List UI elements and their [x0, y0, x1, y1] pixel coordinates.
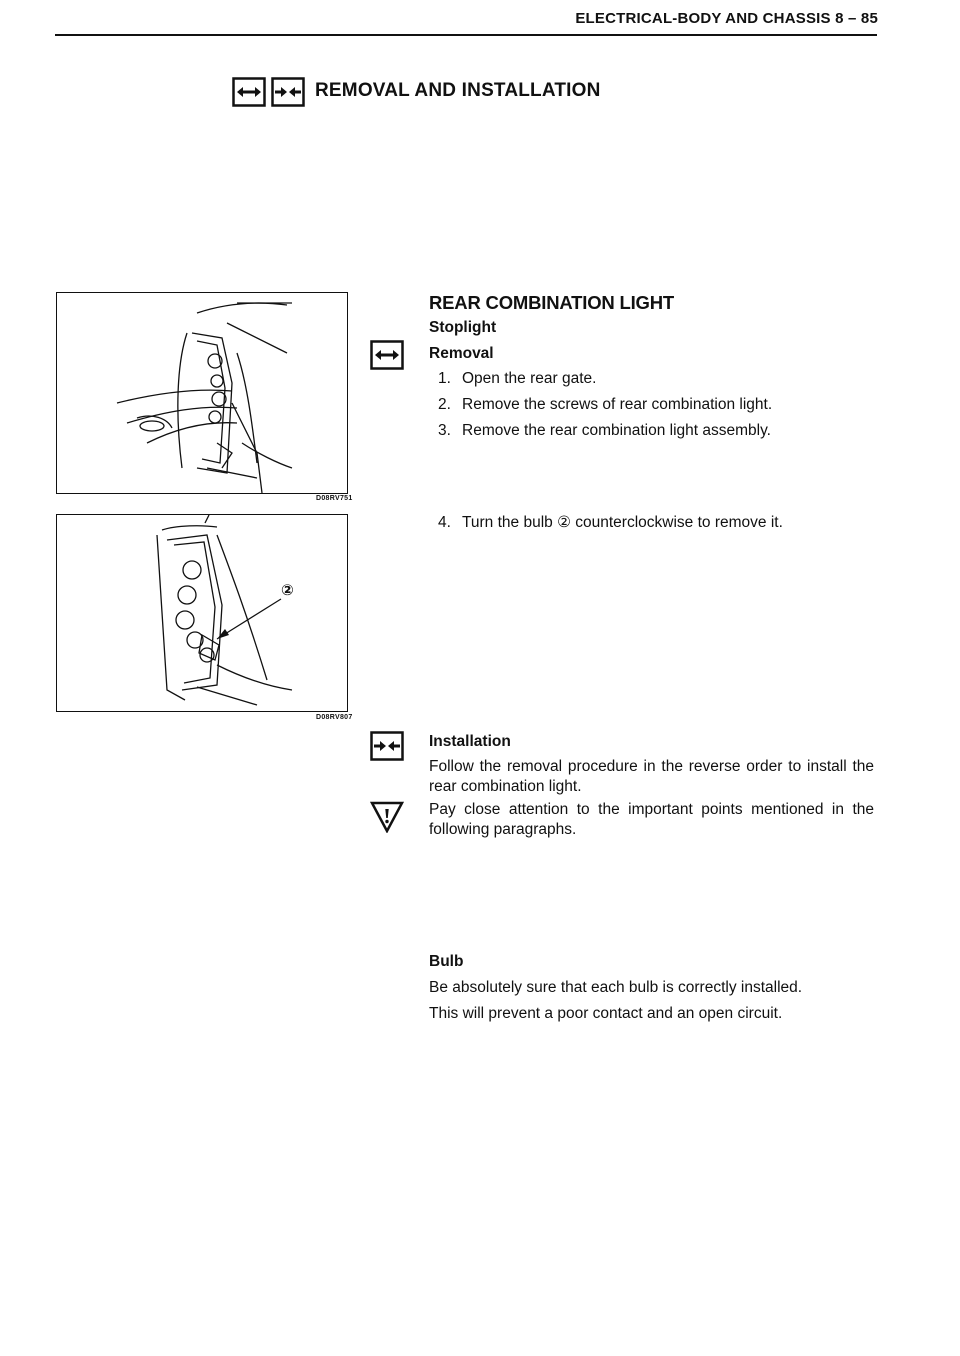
step-text: Remove the rear combination light assembly. [462, 422, 771, 439]
step-text: Turn the bulb ② counterclockwise to remove it. [462, 514, 783, 531]
installation-label: Installation [429, 733, 511, 750]
bulb-line: Be absolutely sure that each bulb is correctly installed. [429, 979, 803, 996]
list-item [438, 513, 783, 533]
bulb-line: This will prevent a poor contact and an open circuit. [429, 1005, 783, 1022]
figure-bulb-removal [56, 514, 348, 712]
main-heading: REAR COMBINATION LIGHT [429, 292, 674, 313]
rear-light-assembly-illustration [57, 293, 347, 493]
removal-label: Removal [429, 345, 494, 362]
removal-arrows-icon [370, 340, 404, 370]
section-title: REMOVAL AND INSTALLATION [315, 80, 601, 101]
step-number: 2. [438, 396, 451, 413]
list-item [438, 421, 771, 441]
figure-code: D08RV751 [316, 495, 353, 502]
bulb-removal-illustration [57, 515, 347, 711]
step-number: 1. [438, 370, 451, 387]
step-text: Remove the screws of rear combination light. [462, 396, 773, 413]
list-item [438, 369, 596, 389]
figure-rear-light-assembly [56, 292, 348, 494]
installation-text: Follow the removal procedure in the reverse order to install the rear combination light. [429, 758, 874, 795]
list-item [438, 395, 772, 415]
subheading: Stoplight [429, 319, 497, 336]
bulb-label: Bulb [429, 953, 464, 970]
caution-text: Pay close attention to the important points mentioned in the following paragraphs. [429, 801, 874, 838]
callout-number: ② [281, 582, 294, 599]
figure-code: D08RV807 [316, 714, 353, 721]
step-text: Open the rear gate. [462, 370, 597, 387]
page-header: ELECTRICAL-BODY AND CHASSIS 8 – 85 [575, 10, 878, 27]
removal-arrows-icon [232, 77, 266, 107]
installation-arrows-icon [370, 731, 404, 761]
step-number: 4. [438, 514, 451, 531]
caution-triangle-icon [370, 801, 404, 833]
step-number: 3. [438, 422, 451, 439]
callout-arrowhead [217, 629, 229, 639]
installation-arrows-icon [271, 77, 305, 107]
header-rule [55, 34, 877, 36]
